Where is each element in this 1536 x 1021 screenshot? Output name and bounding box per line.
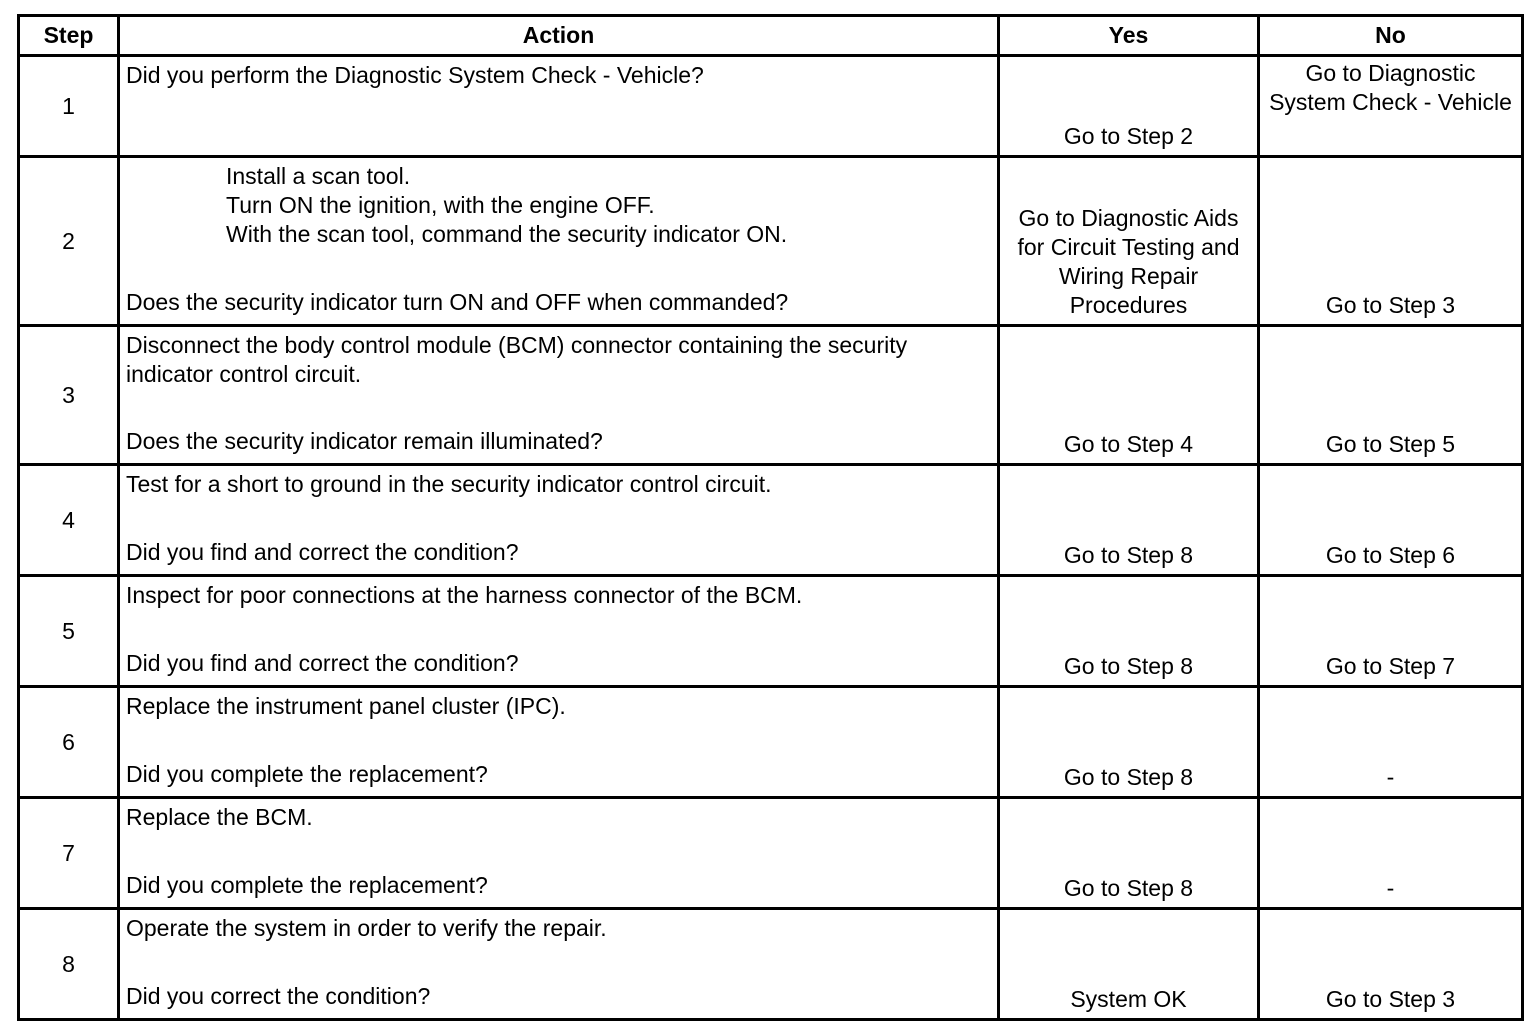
- action-substep: Turn ON the ignition, with the engine OFF.: [226, 192, 655, 218]
- yes-result: Go to Step 4: [999, 326, 1259, 465]
- yes-result: Go to Diagnostic Aids for Circuit Testing and Wiring Repair Procedures: [999, 157, 1259, 326]
- yes-result: Go to Step 8: [999, 687, 1259, 798]
- action-question: Does the security indicator remain illuminated?: [126, 428, 603, 454]
- action-instructions: [126, 914, 991, 943]
- action-instruction: Inspect for poor connections at the harness connector of the BCM.: [126, 582, 803, 608]
- step-number: 4: [19, 465, 119, 576]
- diagnostic-table: [17, 14, 1524, 1021]
- step-number: 8: [19, 909, 119, 1020]
- action-cell: [119, 157, 999, 326]
- action-question: Did you find and correct the condition?: [126, 539, 519, 565]
- step-number: 6: [19, 687, 119, 798]
- action-instruction: Did you perform the Diagnostic System Check - Vehicle?: [126, 62, 704, 88]
- table-row: [19, 465, 1523, 576]
- action-instruction: Operate the system in order to verify the repair.: [126, 915, 607, 941]
- yes-result: Go to Step 2: [999, 56, 1259, 157]
- step-number: 7: [19, 798, 119, 909]
- action-instructions: [126, 61, 991, 90]
- action-cell: [119, 326, 999, 465]
- no-result: Go to Step 7: [1259, 576, 1523, 687]
- step-number: 3: [19, 326, 119, 465]
- action-cell: [119, 687, 999, 798]
- no-result: Go to Step 6: [1259, 465, 1523, 576]
- action-question: Does the security indicator turn ON and OFF when commanded?: [126, 289, 789, 315]
- header-no: No: [1259, 16, 1523, 56]
- action-question: Did you correct the condition?: [126, 983, 431, 1009]
- action-cell: [119, 56, 999, 157]
- table-row: [19, 576, 1523, 687]
- yes-result: Go to Step 8: [999, 798, 1259, 909]
- no-result: Go to Step 3: [1259, 909, 1523, 1020]
- action-instructions: [126, 803, 991, 832]
- step-number: 2: [19, 157, 119, 326]
- action-instruction: Replace the instrument panel cluster (IPC).: [126, 693, 566, 719]
- no-result: -: [1259, 687, 1523, 798]
- action-cell: [119, 909, 999, 1020]
- action-instruction: Test for a short to ground in the security indicator control circuit.: [126, 471, 772, 497]
- action-cell: [119, 576, 999, 687]
- action-instruction: Disconnect the body control module (BCM) connector containing the security indicator control circuit.: [126, 332, 908, 387]
- table-row: [19, 56, 1523, 157]
- header-row: [19, 16, 1523, 56]
- yes-result: Go to Step 8: [999, 576, 1259, 687]
- step-number: 1: [19, 56, 119, 157]
- table-row: [19, 798, 1523, 909]
- action-cell: [119, 798, 999, 909]
- action-question: Did you find and correct the condition?: [126, 650, 519, 676]
- no-result: Go to Diagnostic System Check - Vehicle: [1259, 56, 1523, 157]
- action-instructions: [126, 581, 991, 610]
- table-row: [19, 909, 1523, 1020]
- action-substep: With the scan tool, command the security indicator ON.: [226, 221, 788, 247]
- no-result: Go to Step 5: [1259, 326, 1523, 465]
- no-result: -: [1259, 798, 1523, 909]
- table-row: [19, 326, 1523, 465]
- action-cell: [119, 465, 999, 576]
- action-question: Did you complete the replacement?: [126, 761, 488, 787]
- action-question: Did you complete the replacement?: [126, 872, 488, 898]
- yes-result: System OK: [999, 909, 1259, 1020]
- table-row: [19, 687, 1523, 798]
- no-result: Go to Step 3: [1259, 157, 1523, 326]
- step-number: 5: [19, 576, 119, 687]
- action-substep: Install a scan tool.: [226, 163, 411, 189]
- action-instructions: [126, 331, 991, 389]
- header-step: Step: [19, 16, 119, 56]
- header-action: Action: [119, 16, 999, 56]
- action-instruction: Replace the BCM.: [126, 804, 313, 830]
- action-instructions: [126, 470, 991, 499]
- header-yes: Yes: [999, 16, 1259, 56]
- yes-result: Go to Step 8: [999, 465, 1259, 576]
- table-row: [19, 157, 1523, 326]
- action-instructions: [126, 692, 991, 721]
- action-instructions: [126, 162, 991, 249]
